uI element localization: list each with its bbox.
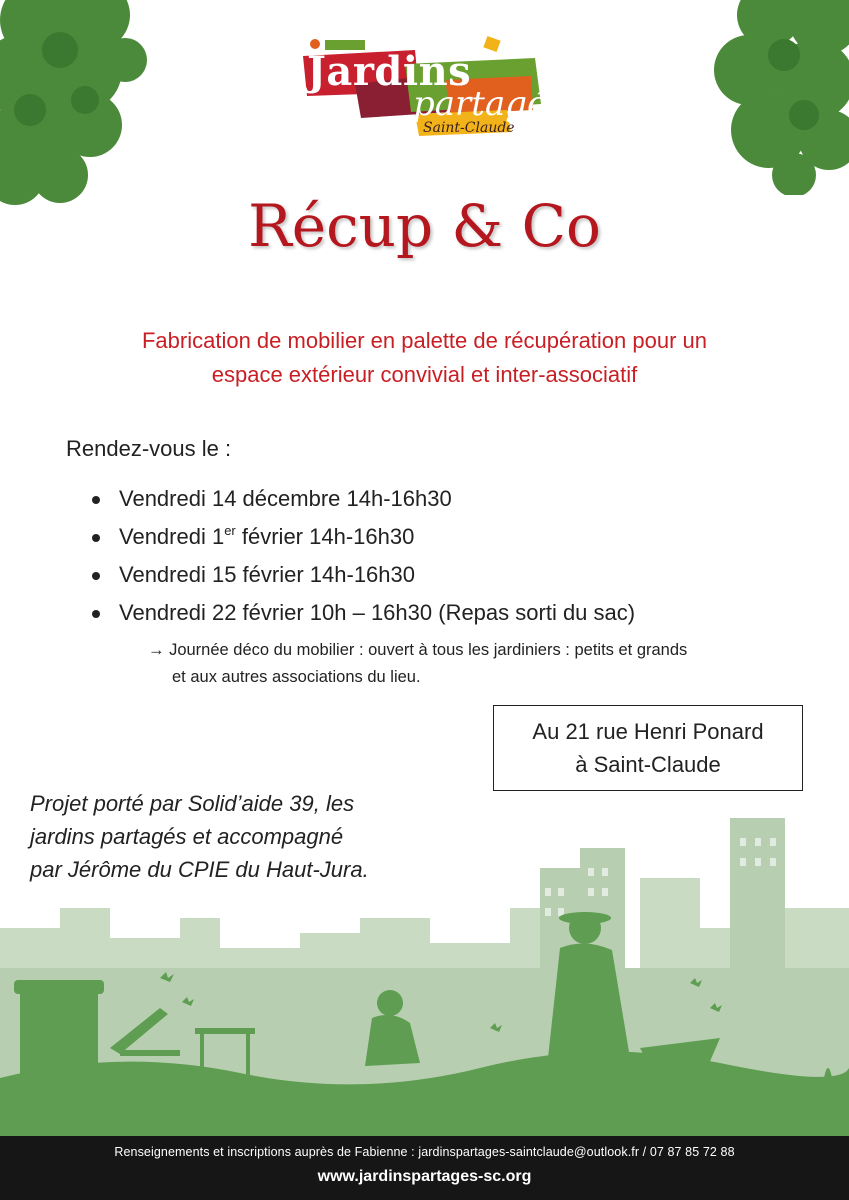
tree-right-illustration: [709, 0, 849, 195]
date-item: [92, 518, 635, 556]
project-line-2: jardins partagés et accompagné: [30, 824, 344, 849]
date-text: Vendredi 14 décembre 14h-16h30: [119, 486, 452, 511]
footer-website-link[interactable]: www.jardinspartages-sc.org: [317, 1168, 532, 1185]
page-title: Récup & Co: [248, 192, 601, 260]
note-line-1: Journée déco du mobilier : ouvert à tous les jardiniers : petits et grands: [164, 641, 688, 659]
subtitle-line-2: espace extérieur convivial et inter-associatif: [211, 362, 638, 387]
rendezvous-label: Rendez-vous le :: [66, 436, 232, 461]
deco-day-note: [148, 637, 808, 691]
date-item: [92, 480, 635, 518]
garden-city-illustration: [0, 818, 849, 1136]
date-item: [92, 594, 635, 632]
address-line-2: à Saint-Claude: [575, 752, 721, 777]
logo-text-jardins: Jardins: [307, 48, 472, 95]
date-ordinal: er: [224, 523, 236, 538]
footer-bar: [0, 1136, 849, 1200]
project-line-1: Projet porté par Solid’aide 39, les: [30, 791, 355, 816]
address-line-1: Au 21 rue Henri Ponard: [532, 719, 764, 744]
dates-list: [92, 480, 635, 632]
date-text: Vendredi 15 février 14h-16h30: [119, 562, 415, 587]
note-line-2: et aux autres associations du lieu.: [172, 668, 421, 686]
date-text: Vendredi 1: [119, 524, 225, 549]
logo-text-saint-claude: Saint-Claude: [423, 120, 515, 136]
project-line-3: par Jérôme du CPIE du Haut-Jura.: [30, 857, 369, 882]
arrow-icon: →: [148, 641, 165, 659]
footer-contact-info: Renseignements et inscriptions auprès de Fabienne : jardinspartages-saintclaude@outlook.fr / 07 87 85 72 88: [114, 1145, 735, 1159]
subtitle-line-1: Fabrication de mobilier en palette de récupération pour un: [141, 328, 708, 353]
date-text-suffix: février 14h-16h30: [235, 524, 415, 549]
address-box: [493, 705, 803, 791]
jardins-partages-logo: [295, 34, 565, 144]
subtitle: [60, 324, 789, 392]
tree-left-illustration: [0, 0, 150, 210]
date-text: Vendredi 22 février 10h – 16h30 (Repas sorti du sac): [119, 600, 636, 625]
logo-text-partages: partagés: [413, 84, 565, 124]
date-item: [92, 556, 635, 594]
